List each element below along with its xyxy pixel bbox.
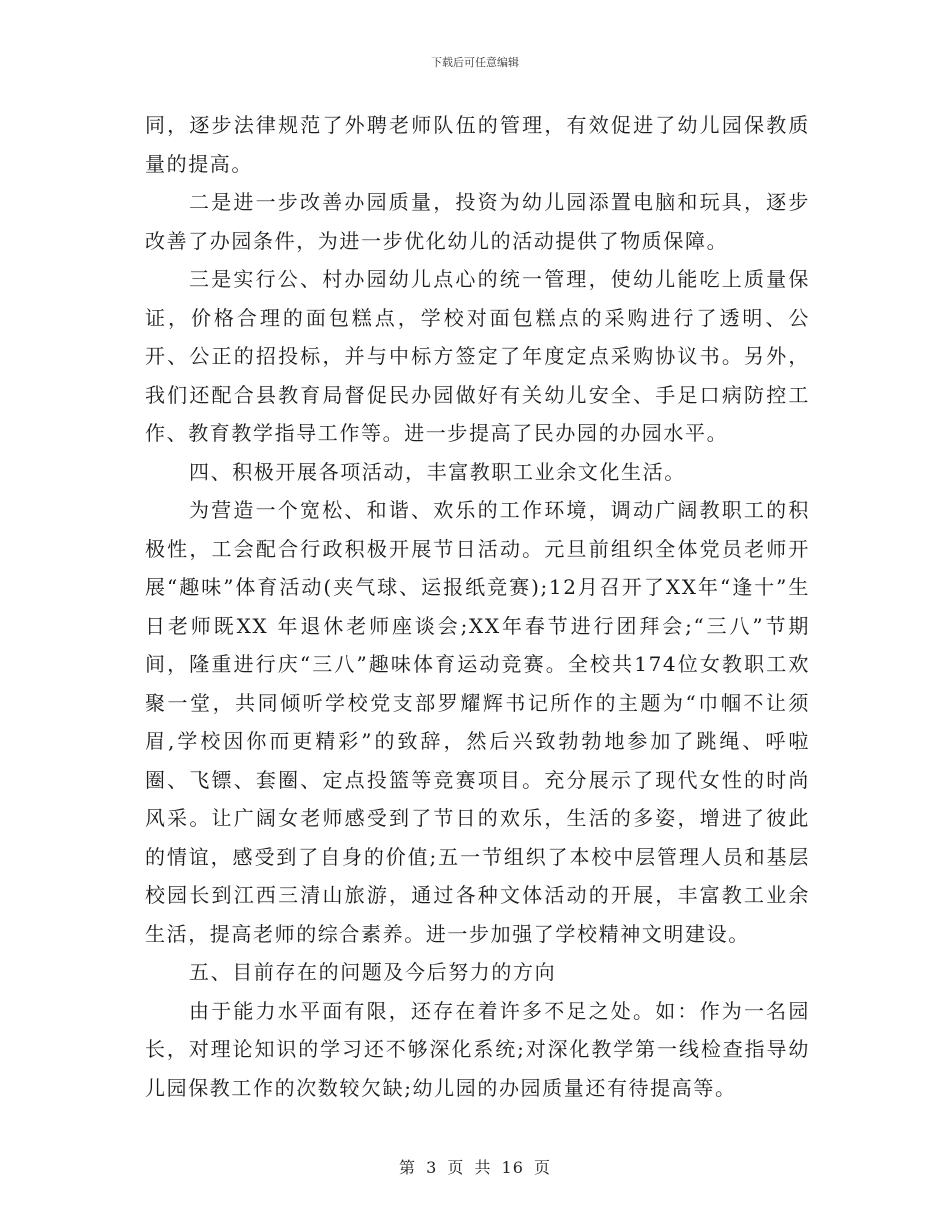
section-heading-4: 四、积极开展各项活动，丰富教职工业余文化生活。 [189,459,686,484]
document-body [145,106,810,1107]
page-number: 第 3 页 共 16 页 [399,1158,551,1177]
paragraph-3: 三是实行公、村办园幼儿点心的统一管理，使幼儿能吃上质量保证，价格合理的面包糕点，学校对面包糕点的采购进行了透明、公开、公正的招投标，并与中标方签定了年度定点采购协议书。另外，我们还配合县教育局督促民办园做好有关幼儿安全、手足口病防控工作、教育教学指导工作等。进一步提高了民办园的办园水平。 [145,267,810,445]
paragraph-1: 同，逐步法律规范了外聘老师队伍的管理，有效促进了幼儿园保教质量的提高。 [145,113,810,176]
paragraph-5: 为营造一个宽松、和谐、欢乐的工作环境，调动广阔教职工的积极性，工会配合行政积极开展节日活动。元旦前组织全体党员老师开展“趣味”体育活动(夹气球、运报纸竞赛);12月召开了XX年“逢十”生日老师既XX 年退休老师座谈会;XX年春节进行团拜会;“三八”节期间，隆重进行庆“三八”趣味体育运动竞赛。全校共174位女教职工欢聚一堂，共同倾听学校党支部罗耀辉书记所作的主题为“巾帼不让须眉,学校因你而更精彩”的致辞，然后兴致勃勃地参加了跳绳、呼啦圈、飞镖、套圈、定点投篮等竞赛项目。充分展示了现代女性的时尚风采。让广阔女老师感受到了节日的欢乐，生活的多姿，增进了彼此的情谊，感受到了自身的价值;五一节组织了本校中层管理人员和基层校园长到江西三清山旅游，通过各种文体活动的开展，丰富教工业余生活，提高老师的综合素养。进一步加强了学校精神文明建设。 [145,498,810,946]
header-note: 下载后可任意编辑 [431,56,519,69]
section-heading-5: 五、目前存在的问题及今后努力的方向 [189,960,557,984]
paragraph-2: 二是进一步改善办园质量，投资为幼儿园添置电脑和玩具，逐步改善了办园条件，为进一步优化幼儿的活动提供了物质保障。 [145,190,810,253]
paragraph-7: 由于能力水平面有限，还存在着许多不足之处。如：作为一名园长，对理论知识的学习还不够深化系统;对深化教学第一线检查指导幼儿园保教工作的次数较欠缺;幼儿园的办园质量还有待提高等。 [145,998,810,1100]
